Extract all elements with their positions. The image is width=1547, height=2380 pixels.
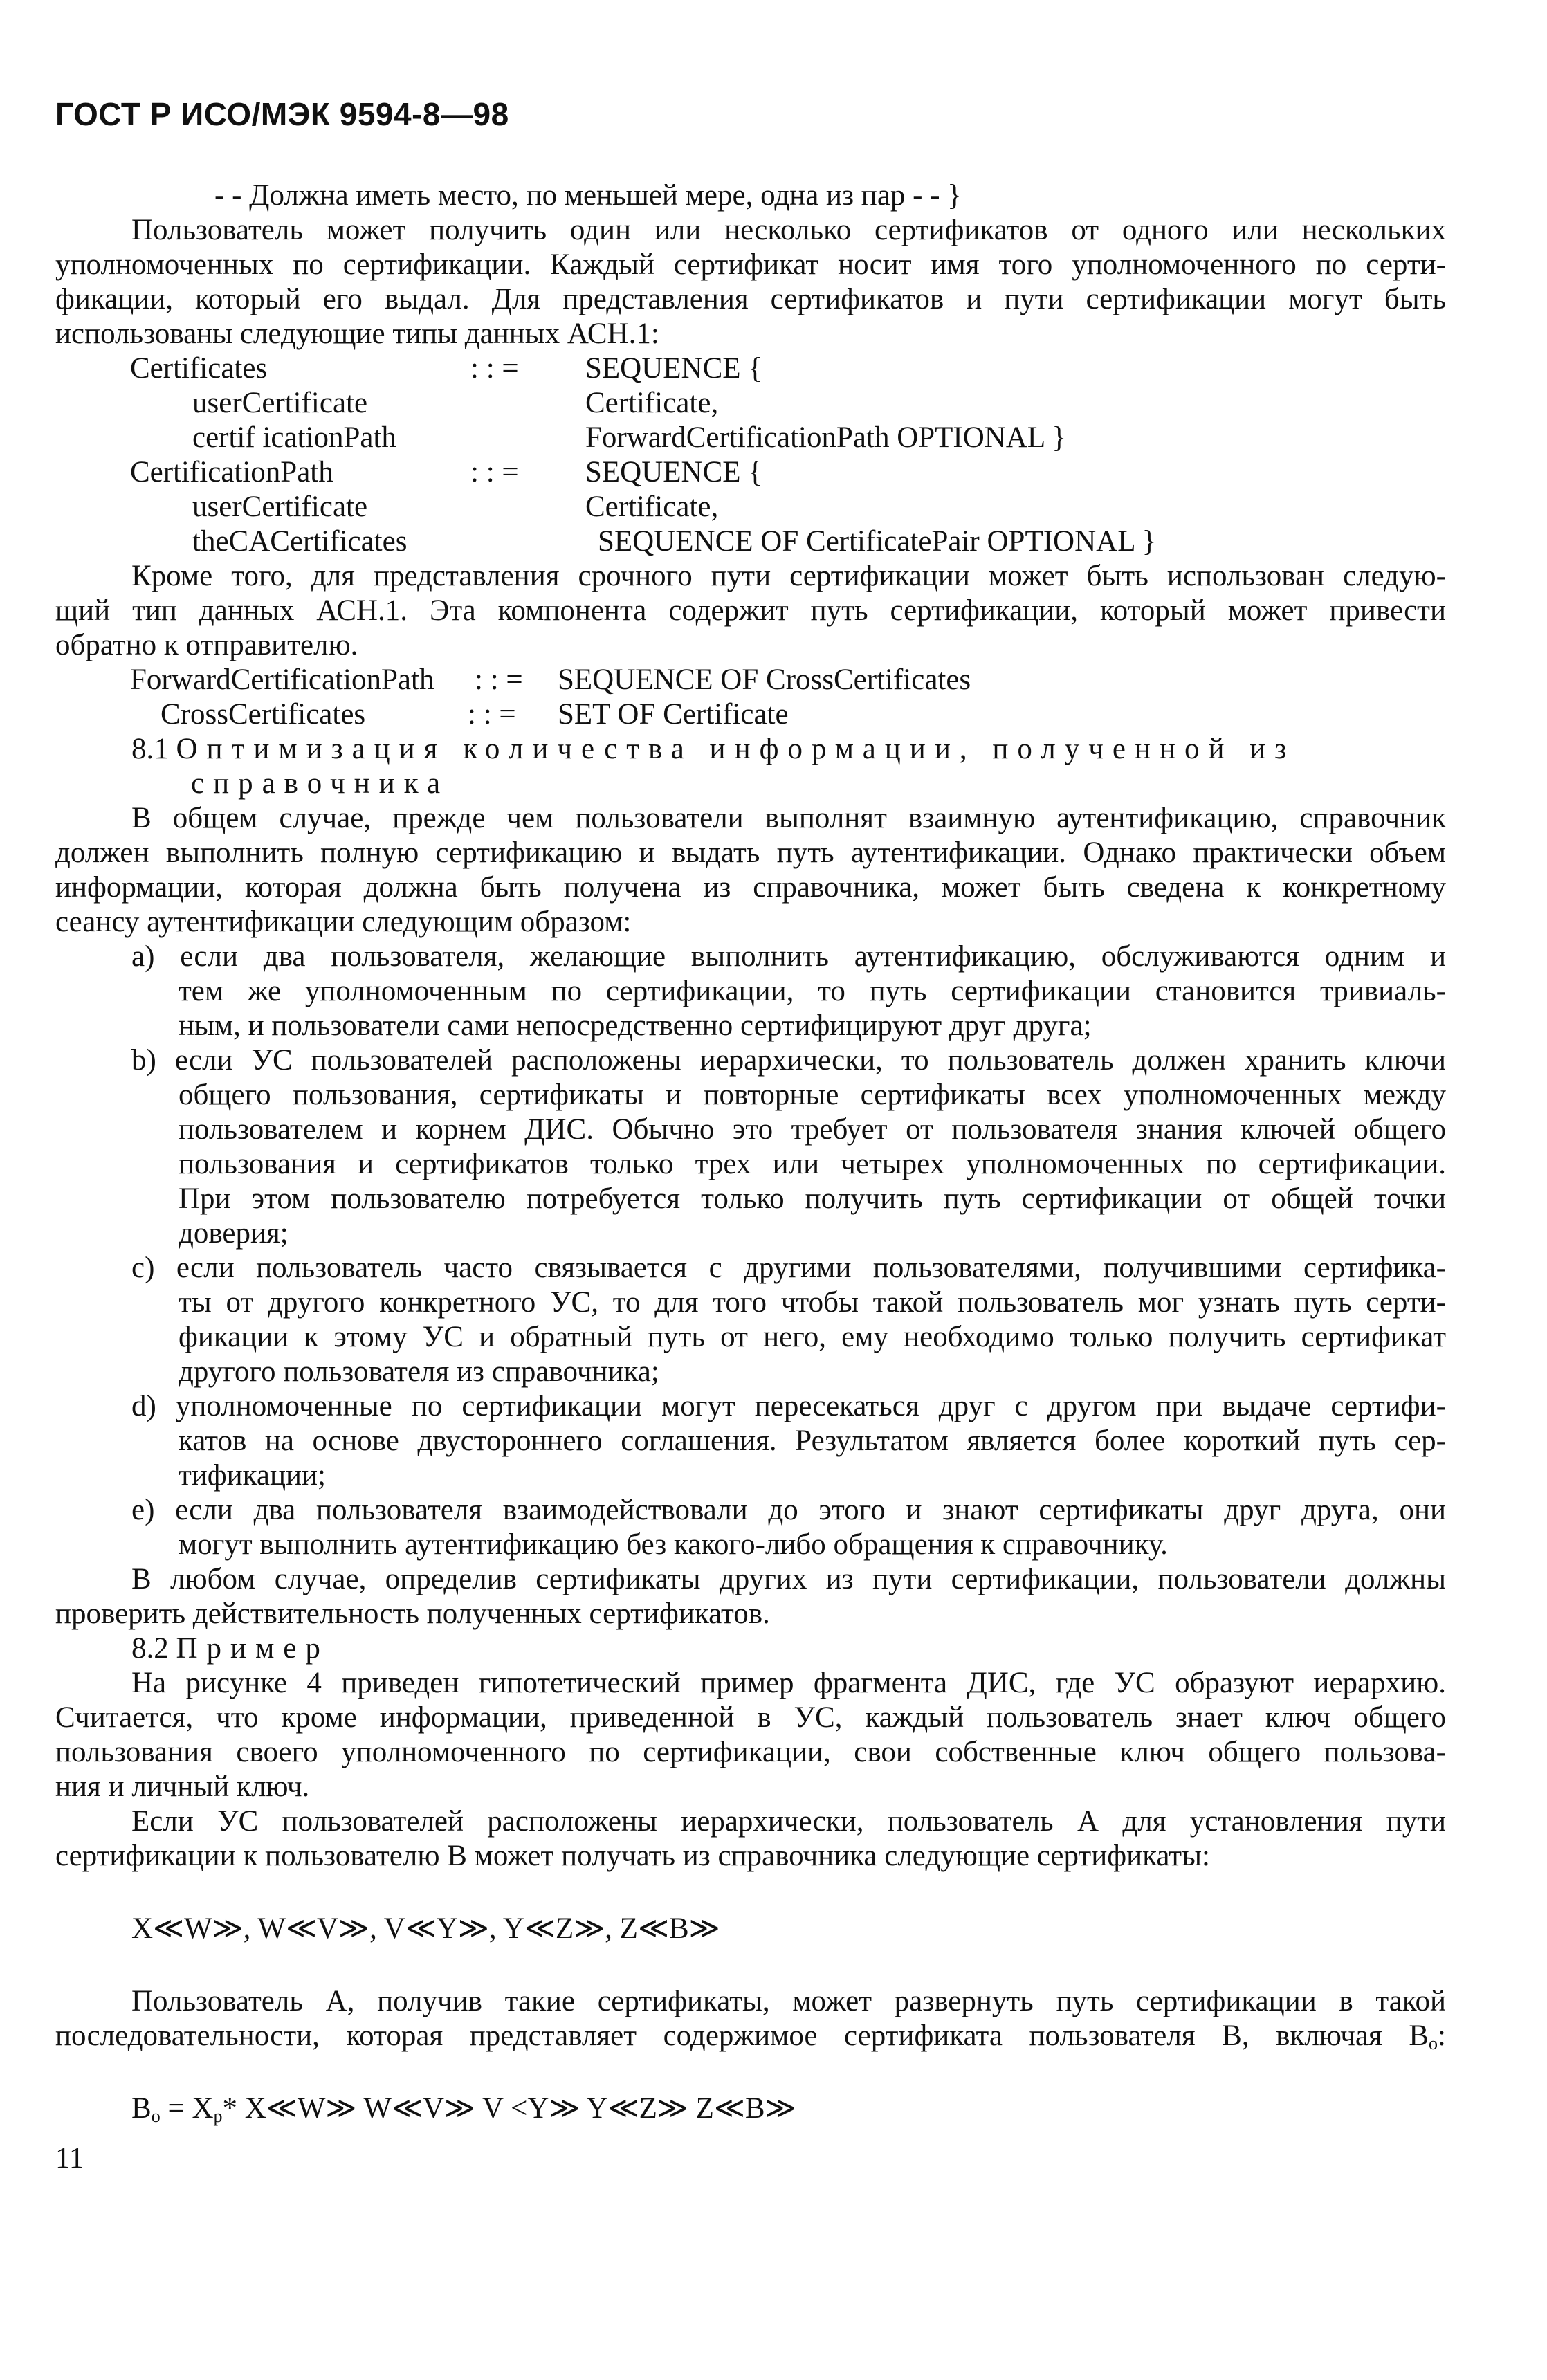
section-8-1-heading <box>55 732 1446 801</box>
asn1-type: SEQUENCE OF CertificatePair OPTIONAL } <box>598 525 1157 558</box>
text-line: другого пользователя из справочника; <box>178 1355 659 1388</box>
asn1-type: SEQUENCE { <box>585 456 762 488</box>
asn1-row <box>55 421 1446 455</box>
text-line: b) если УС пользователей расположены иерархически, то пользователь должен хранить ключи <box>131 1044 1446 1077</box>
text-line: пользователем и корнем ДИС. Обычно это требует от пользователя знания ключей общего <box>178 1113 1446 1146</box>
paragraph-2 <box>55 559 1446 663</box>
list-item-d <box>55 1389 1446 1493</box>
asn1-row <box>55 351 1446 386</box>
paragraph-7 <box>55 1984 1446 2053</box>
text-line: - - Должна иметь место, по меньшей мере, одна из пар - - } <box>214 179 962 212</box>
paragraph-1 <box>55 213 1446 351</box>
text-line: Кроме того, для представления срочного пути сертификации может быть использован следую- <box>131 560 1446 592</box>
section-heading-line <box>55 732 1446 767</box>
subscript: o <box>151 2106 161 2126</box>
text-line <box>55 2019 1446 2053</box>
text-line: Пользователь А, получив такие сертификаты, может развернуть путь сертификации в такой <box>131 1985 1446 2017</box>
text-line: d) уполномоченные по сертификации могут пересекаться друг с другом при выдаче сертифи- <box>131 1390 1446 1422</box>
text-line: пользования своего уполномоченного по сертификации, свои собственные ключ общего пользова- <box>55 1736 1446 1768</box>
document-page <box>55 0 1446 2380</box>
text-line: В общем случае, прежде чем пользователи выполнят взаимную аутентификацию, справочник <box>131 802 1446 834</box>
document-header: ГОСТ Р ИСО/МЭК 9594-8—98 <box>55 96 509 132</box>
text-line: общего пользования, сертификаты и повторные сертификаты всех уполномоченных между <box>178 1079 1446 1111</box>
section-number: 8.2 <box>131 1632 169 1665</box>
text-line-body: последовательности, которая представляет содержимое сертификата пользователя В, включая B <box>55 2020 1429 2052</box>
text-line: Если УС пользователей расположены иерархически, пользователь А для установления пути <box>131 1805 1446 1838</box>
text-line: ным, и пользователи сами непосредственно сертифицируют друг друга; <box>178 1009 1092 1042</box>
asn1-assign: : : = <box>470 352 519 385</box>
text-line: сертификации к пользователю В может получать из справочника следующие сертификаты: <box>55 1840 1210 1872</box>
text-line: использованы следующие типы данных АСН.1: <box>55 318 659 350</box>
asn1-name: theCACertificates <box>192 525 408 558</box>
section-title-cont: справочника <box>191 767 450 800</box>
asn1-type: ForwardCertificationPath OPTIONAL } <box>585 421 1066 454</box>
spacer <box>55 1874 1446 1901</box>
subscript: p <box>213 2106 223 2126</box>
asn1-name: CrossCertificates <box>161 698 366 731</box>
text-line: c) если пользователь часто связывается с другими пользователями, получившими сертифика- <box>131 1252 1446 1284</box>
text-line: щий тип данных АСН.1. Эта компонента содержит путь сертификации, который может привести <box>55 594 1446 627</box>
asn1-type: SET OF Certificate <box>558 698 789 731</box>
text-line: тем же уполномоченным по сертификации, то путь сертификации становится тривиаль- <box>178 975 1446 1007</box>
text-line: катов на основе двустороннего соглашения. Результатом является более короткий путь сер- <box>178 1425 1446 1457</box>
asn1-definitions <box>55 351 1446 559</box>
text-line: Считается, что кроме информации, приведенной в УС, каждый пользователь знает ключ общего <box>55 1701 1446 1734</box>
text-line: доверия; <box>178 1217 289 1250</box>
asn1-type: Certificate, <box>585 491 719 523</box>
text-line: Пользователь может получить один или несколько сертификатов от одного или нескольких <box>131 214 1446 246</box>
list-item-a <box>55 940 1446 1043</box>
paragraph-6 <box>55 1804 1446 1874</box>
spacer <box>55 1957 1446 1984</box>
section-8-2-heading <box>55 1631 1446 1666</box>
text-line: фикации к этому УС и обратный путь от него, ему необходимо только получить сертификат <box>178 1321 1446 1353</box>
text-line: ния и личный ключ. <box>55 1770 310 1803</box>
formula-eq: = X <box>160 2092 214 2125</box>
document-body <box>55 178 1446 2136</box>
section-title: Оптимизация количества информации, полученной из <box>176 733 1296 765</box>
section-number: 8.1 <box>131 733 169 765</box>
asn1-row <box>55 697 1446 732</box>
asn1-assign: : : = <box>468 698 516 731</box>
asn1-type: SEQUENCE OF CrossCertificates <box>558 663 971 696</box>
certificate-expansion-formula <box>55 2081 1446 2136</box>
formula-b: B <box>131 2092 152 2125</box>
text-line: При этом пользователю потребуется только получить путь сертификации от общей точки <box>178 1182 1446 1215</box>
text-line-end: : <box>1438 2020 1446 2052</box>
asn1-type: SEQUENCE { <box>585 352 762 385</box>
asn1-name: ForwardCertificationPath <box>130 663 434 696</box>
text-line: тификации; <box>178 1459 326 1492</box>
section-title: Пример <box>176 1632 329 1665</box>
text-line: e) если два пользователя взаимодействовали до этого и знают сертификаты друг друга, они <box>131 1494 1446 1526</box>
asn1-row <box>55 386 1446 421</box>
text-line: ты от другого конкретного УС, то для того чтобы такой пользователь мог узнать путь серти- <box>178 1286 1446 1319</box>
paragraph-5 <box>55 1666 1446 1804</box>
paragraph-3 <box>55 801 1446 940</box>
asn1-row <box>55 455 1446 490</box>
paragraph-4 <box>55 1562 1446 1631</box>
asn1-forward-definitions <box>55 663 1446 732</box>
text-line: сеансу аутентификации следующим образом: <box>55 906 632 938</box>
asn1-row <box>55 524 1446 559</box>
formula-rest: * X≪W≫ W≪V≫ V <Y≫ Y≪Z≫ Z≪B≫ <box>222 2092 796 2125</box>
asn1-name: certif icationPath <box>192 421 396 454</box>
asn1-name: Certificates <box>130 352 268 385</box>
text-line: проверить действительность полученных сертификатов. <box>55 1598 770 1630</box>
list-item-e <box>55 1493 1446 1562</box>
text-line: могут выполнить аутентификацию без какого-либо обращения к справочнику. <box>178 1528 1168 1561</box>
text-line: должен выполнить полную сертификацию и выдать путь аутентификации. Однако практически объем <box>55 836 1446 869</box>
list-item-b <box>55 1043 1446 1251</box>
page-number: 11 <box>55 2142 84 2175</box>
spacer <box>55 2053 1446 2081</box>
certificate-chain-formula: X≪W≫, W≪V≫, V≪Y≫, Y≪Z≫, Z≪B≫ <box>131 1912 720 1945</box>
asn1-assign: : : = <box>475 663 523 696</box>
asn1-name: userCertificate <box>192 387 368 419</box>
text-line: На рисунке 4 приведен гипотетический пример фрагмента ДИС, где УС образуют иерархию. <box>131 1667 1446 1699</box>
asn1-assign: : : = <box>470 456 519 488</box>
text-line: обратно к отправителю. <box>55 629 358 661</box>
text-line: В любом случае, определив сертификаты других из пути сертификации, пользователи должны <box>131 1563 1446 1595</box>
text-line: a) если два пользователя, желающие выполнить аутентификацию, обслуживаются одним и <box>131 940 1446 973</box>
asn1-row <box>55 490 1446 524</box>
subscript: o <box>1429 2033 1438 2053</box>
asn1-type: Certificate, <box>585 387 719 419</box>
text-line: фикации, который его выдал. Для представления сертификатов и пути сертификации могут быть <box>55 283 1446 315</box>
asn1-name: userCertificate <box>192 491 368 523</box>
text-line: пользования и сертификатов только трех или четырех уполномоченных по сертификации. <box>178 1148 1446 1180</box>
text-line: уполномоченных по сертификации. Каждый сертификат носит имя того уполномоченного по серти- <box>55 248 1446 281</box>
text-line: информации, которая должна быть получена из справочника, может быть сведена к конкретному <box>55 871 1446 904</box>
asn1-row <box>55 663 1446 697</box>
asn1-name: CertificationPath <box>130 456 333 488</box>
list-item-c <box>55 1251 1446 1389</box>
